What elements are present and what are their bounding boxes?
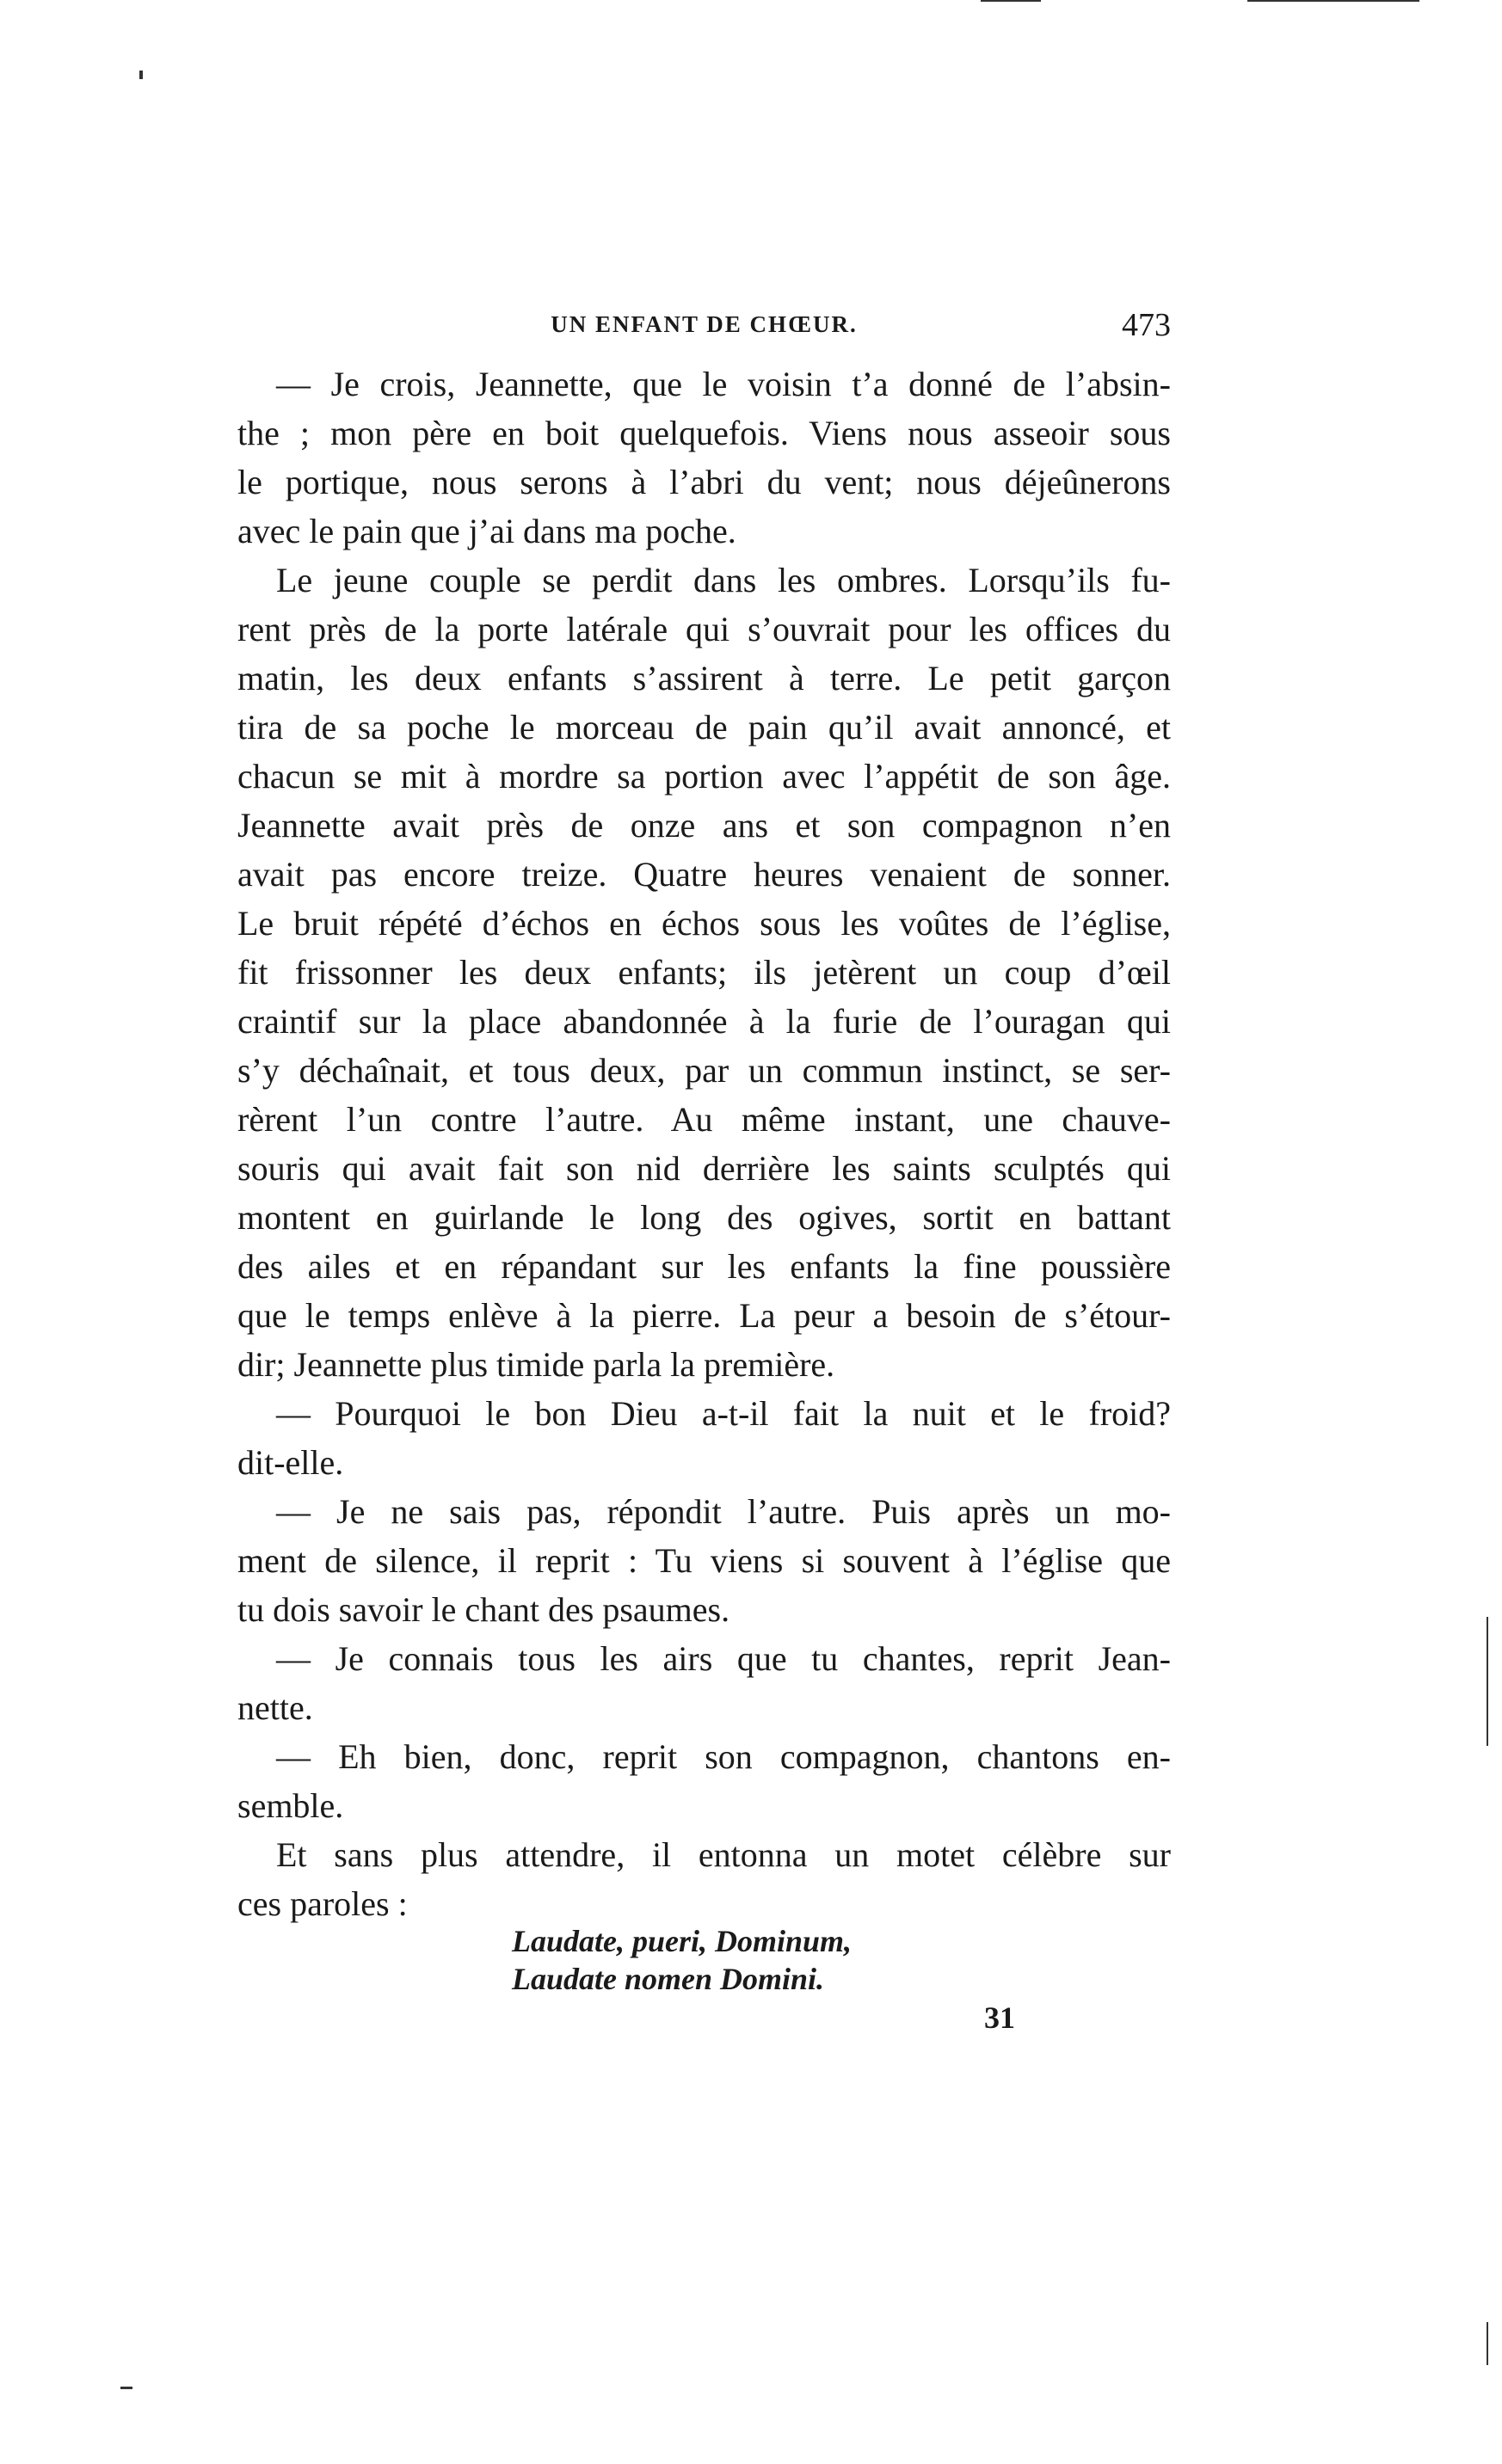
scan-speck [1487, 2322, 1488, 2365]
text-line: craintif sur la place abandonnée à la furie de l’ouragan qui [237, 1002, 1171, 1041]
verse-line: Laudate nomen Domini. [512, 1962, 825, 1996]
text-line: matin, les deux enfants s’assirent à terre. Le petit garçon [237, 659, 1171, 697]
scan-speck [981, 0, 1041, 2]
text-line: avec le pain que j’ai dans ma poche. [237, 512, 736, 550]
page-number: 473 [1122, 307, 1171, 343]
text-line: ment de silence, il reprit : Tu viens si souvent à l’église que [237, 1541, 1171, 1580]
text-line: Le bruit répété d’échos en échos sous les voûtes de l’église, [237, 904, 1171, 943]
verse-quote [512, 1922, 852, 1998]
text-line: — Pourquoi le bon Dieu a-t-il fait la nuit et le froid? [276, 1394, 1171, 1433]
text-line: tira de sa poche le morceau de pain qu’il avait annoncé, et [237, 708, 1171, 747]
text-line: semble. [237, 1786, 344, 1825]
scan-speck [120, 2387, 132, 2389]
text-line: — Je crois, Jeannette, que le voisin t’a donné de l’absin- [276, 365, 1171, 403]
text-line: fit frissonner les deux enfants; ils jetèrent un coup d’œil [237, 953, 1171, 992]
scan-speck [1487, 1617, 1488, 1746]
body-text [237, 359, 1171, 1928]
running-head [237, 306, 1171, 349]
running-head-title: UN ENFANT DE CHŒUR. [551, 311, 858, 337]
text-line: ces paroles : [237, 1884, 408, 1923]
text-line: the ; mon père en boit quelquefois. Viens nous asseoir sous [237, 414, 1171, 452]
text-line: — Eh bien, donc, reprit son compagnon, chantons en- [276, 1737, 1171, 1776]
text-line: des ailes et en répandant sur les enfants la fine poussière [237, 1247, 1171, 1286]
text-line: montent en guirlande le long des ogives, sortit en battant [237, 1198, 1171, 1237]
scan-speck [139, 71, 143, 79]
text-line: souris qui avait fait son nid derrière les saints sculptés qui [237, 1149, 1171, 1188]
text-line: chacun se mit à mordre sa portion avec l’appétit de son âge. [237, 757, 1171, 796]
text-line: avait pas encore treize. Quatre heures venaient de sonner. [237, 855, 1171, 894]
text-line: tu dois savoir le chant des psaumes. [237, 1590, 730, 1629]
text-line: dit-elle. [237, 1443, 344, 1482]
text-line: nette. [237, 1688, 313, 1727]
text-line: dir; Jeannette plus timide parla la première. [237, 1345, 835, 1384]
verse-line: Laudate, pueri, Dominum, [512, 1924, 853, 1958]
text-line: rèrent l’un contre l’autre. Au même instant, une chauve- [237, 1100, 1171, 1139]
text-line: rent près de la porte latérale qui s’ouvrait pour les offices du [237, 610, 1171, 648]
scan-speck [1247, 0, 1419, 2]
text-line: Jeannette avait près de onze ans et son compagnon n’en [237, 806, 1171, 845]
text-line: que le temps enlève à la pierre. La peur a besoin de s’étour- [237, 1296, 1171, 1335]
signature-mark: 31 [984, 2000, 1015, 2035]
text-line: — Je ne sais pas, répondit l’autre. Puis après un mo- [276, 1492, 1171, 1531]
text-line: — Je connais tous les airs que tu chantes, reprit Jean- [276, 1639, 1171, 1678]
text-line: le portique, nous serons à l’abri du vent; nous déjeûnerons [237, 463, 1171, 501]
text-line: Et sans plus attendre, il entonna un motet célèbre sur [276, 1835, 1171, 1874]
text-line: s’y déchaînait, et tous deux, par un commun instinct, se ser- [237, 1051, 1171, 1090]
text-line: Le jeune couple se perdit dans les ombres. Lorsqu’ils fu- [276, 561, 1171, 599]
